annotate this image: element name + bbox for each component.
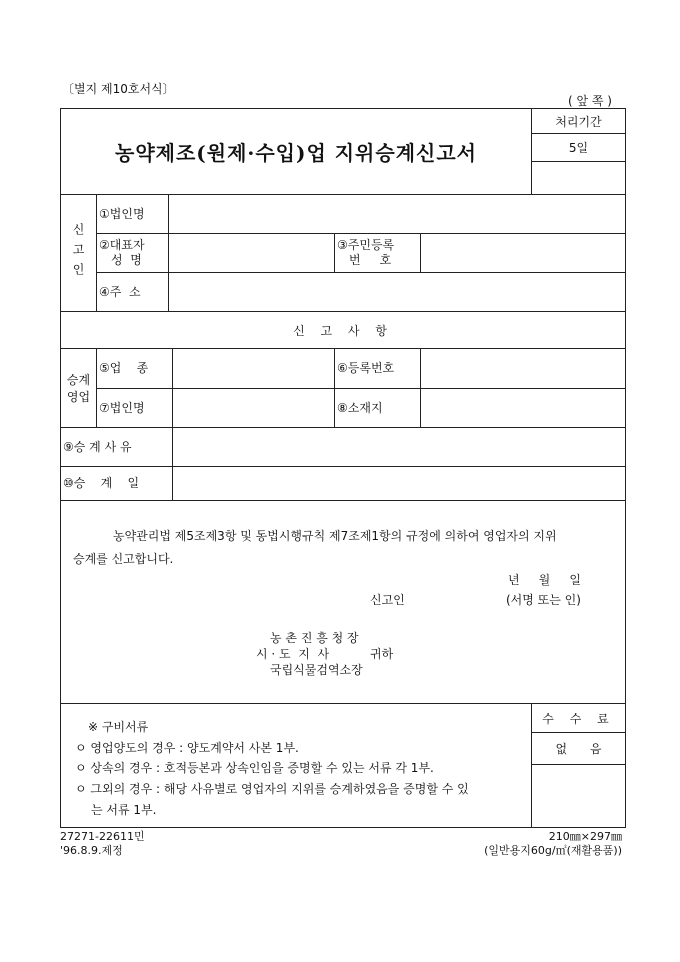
address-label: ④주 소 — [96, 272, 169, 312]
representative-field[interactable] — [168, 233, 335, 273]
processing-label: 처리기간 — [531, 108, 626, 134]
reason-field[interactable] — [172, 427, 626, 467]
statement-date: 년 월 일 — [508, 573, 581, 587]
statement-line1: 농약관리법 제5조제3항 및 동법시행규칙 제7조제1항의 규정에 의하여 영업자의 지위 — [113, 529, 557, 543]
signature-note: (서명 또는 인) — [506, 593, 581, 607]
date-field[interactable] — [172, 466, 626, 501]
rrn-field[interactable] — [420, 233, 626, 273]
reg-no-label: ⑥등록번호 — [334, 348, 421, 389]
page-title: 농약제조(원제·수입)업 지위승계신고서 — [115, 141, 477, 165]
form-number: 〔별지 제10호서식〕 — [62, 82, 175, 96]
business-type-label: ⑤업 종 — [96, 348, 173, 389]
business-corp-label: ⑦법인명 — [96, 388, 173, 428]
title-cell — [60, 108, 532, 195]
fee-value: 없 음 — [531, 732, 626, 765]
business-group: 승계 영업 — [60, 348, 97, 428]
business-corp-field[interactable] — [172, 388, 335, 428]
honorific: 귀하 — [370, 647, 394, 661]
fee-label: 수 수 료 — [531, 703, 626, 733]
representative-label: ②대표자 성 명 — [96, 233, 169, 273]
section-heading: 신 고 사 항 — [60, 311, 626, 349]
document-item: ㅇ 상속의 경우 : 호적등본과 상속인임을 증명할 수 있는 서류 각 1부. — [75, 761, 434, 775]
front-side-label: ( 앞 쪽 ) — [568, 94, 612, 108]
rrn-label: ③주민등록 번 호 — [334, 233, 421, 273]
recipient-quarantine: 국립식물검역소장 — [270, 663, 363, 677]
date-label: ⑩승 계 일 — [60, 466, 173, 501]
location-label: ⑧소재지 — [334, 388, 421, 428]
location-field[interactable] — [420, 388, 626, 428]
processing-blank — [531, 161, 626, 195]
document-item: ㅇ 그외의 경우 : 해당 사유별로 영업자의 지위를 승계하였음을 증명할 수 있 — [75, 782, 469, 796]
reason-label: ⑨승 계 사 유 — [60, 427, 173, 467]
corp-name-field[interactable] — [168, 194, 626, 234]
statement-line2: 승계를 신고합니다. — [73, 552, 174, 566]
fee-blank — [531, 764, 626, 828]
recipient-governor: 시 · 도 지 사 — [256, 647, 330, 661]
applicant-group: 신고인 — [60, 194, 97, 312]
enactment-date: '96.8.9.제정 — [60, 844, 123, 857]
reg-no-field[interactable] — [420, 348, 626, 389]
address-field[interactable] — [168, 272, 626, 312]
statement-applicant: 신고인 — [370, 593, 405, 607]
processing-value: 5일 — [531, 133, 626, 162]
document-item: ㅇ 영업양도의 경우 : 양도계약서 사본 1부. — [75, 741, 299, 755]
form-code: 27271-22611민 — [60, 830, 145, 843]
corp-name-label: ①법인명 — [96, 194, 169, 234]
document-item: 는 서류 1부. — [91, 803, 157, 817]
recipient-rda: 농 촌 진 흥 청 장 — [270, 631, 359, 645]
paper-spec: (일반용지60g/㎡(재활용품)) — [484, 844, 622, 857]
paper-size: 210㎜×297㎜ — [548, 830, 622, 843]
documents-heading: ※ 구비서류 — [88, 720, 149, 734]
business-type-field[interactable] — [172, 348, 335, 389]
